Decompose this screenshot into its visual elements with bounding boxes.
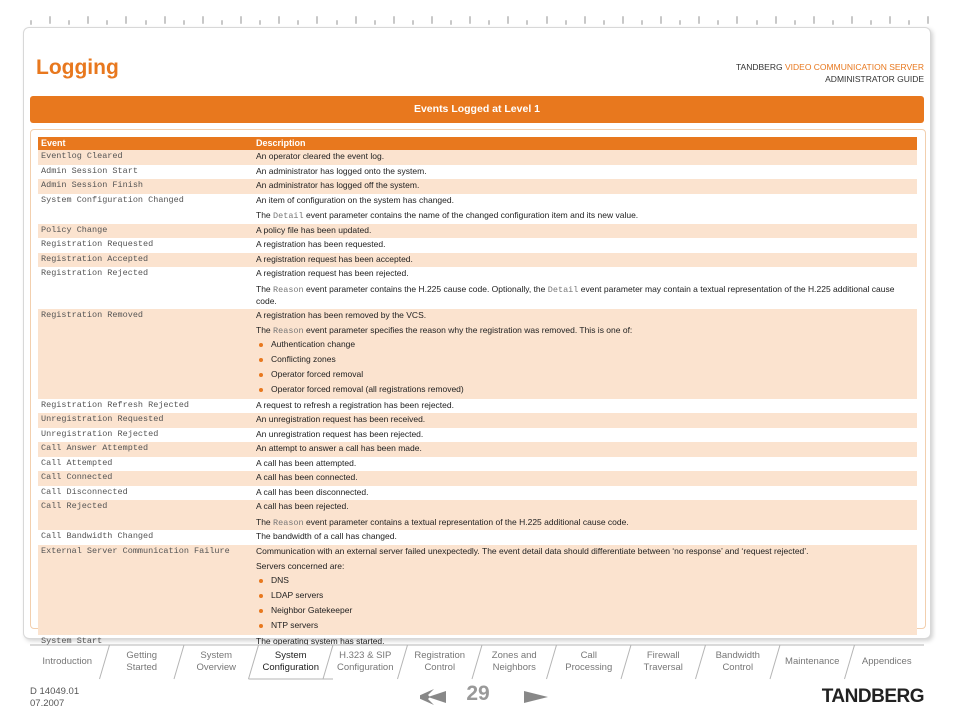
parameter-name: Detail (547, 284, 579, 295)
tandberg-logo: TANDBERG (821, 686, 924, 707)
next-page-arrow-icon[interactable] (524, 691, 548, 703)
note-text: The (256, 210, 274, 220)
page-title: Logging (36, 56, 119, 79)
bullet-icon (259, 343, 263, 347)
binder-hole (259, 20, 261, 25)
bullet-item (256, 574, 917, 589)
binder-hole (546, 16, 548, 24)
table-body (38, 150, 917, 649)
note-text: The (256, 516, 274, 527)
note-text: The (256, 325, 274, 335)
note-text: event parameter may contain a textual representation of the H.225 additional cause code. (256, 283, 895, 306)
binder-hole (832, 20, 834, 25)
description-text: A registration request has been rejected. (256, 268, 409, 278)
event-name: Registration Rejected (41, 268, 149, 278)
table-row (38, 500, 917, 530)
event-name: Registration Refresh Rejected (41, 399, 189, 410)
binder-hole (412, 20, 414, 25)
event-description (254, 457, 917, 472)
bullet-text: Operator forced removal (271, 369, 364, 380)
binder-hole (584, 16, 586, 24)
event-description (254, 399, 917, 414)
binder-hole (374, 20, 376, 25)
event-description (254, 165, 917, 180)
parameter-name: Reason (273, 284, 304, 295)
event-description (254, 150, 917, 165)
doc-date: 07.2007 (30, 698, 65, 709)
event-description (254, 530, 917, 545)
binder-hole (717, 20, 719, 25)
description-text: Communication with an external server failed unexpectedly. The event detail data should differentiate between ‘no response’ and ‘request rejected’. (256, 545, 809, 556)
events-table (38, 137, 917, 649)
table-row (38, 150, 917, 165)
bullet-icon (259, 358, 263, 362)
binder-hole (355, 16, 357, 24)
bullet-icon (259, 594, 263, 598)
binder-hole (106, 20, 108, 25)
description-text: An item of configuration on the system has changed. (256, 194, 454, 205)
event-name: Call Bandwidth Changed (41, 531, 154, 541)
tab-registration-control[interactable]: Registration Control (414, 650, 466, 673)
bullet-icon (259, 388, 263, 392)
description-text: A registration has been requested. (256, 239, 386, 249)
doc-number: D 14049.01 (30, 686, 80, 697)
binder-hole (622, 16, 624, 24)
parameter-note (256, 284, 917, 308)
binder-hole (393, 16, 395, 24)
event-name: Call Attempted (41, 457, 113, 468)
parameter-name: Detail (273, 211, 304, 221)
event-description (254, 309, 917, 399)
binder-hole (507, 16, 509, 24)
parameter-note (256, 517, 917, 530)
guide-name: ADMINISTRATOR GUIDE (825, 74, 924, 84)
event-description (254, 179, 917, 194)
description-text: A call has been rejected. (256, 501, 349, 511)
event-name: System Configuration Changed (41, 194, 184, 205)
event-description (254, 267, 917, 309)
bullet-icon (259, 624, 263, 628)
tab-system-configuration[interactable]: System Configuration (262, 650, 319, 673)
event-name: Call Rejected (41, 501, 108, 511)
binder-hole (813, 16, 815, 24)
table-row (38, 442, 917, 457)
bullet-text: Neighbor Gatekeeper (271, 605, 353, 616)
parameter-name: Reason (273, 517, 304, 528)
event-name: Admin Session Start (41, 165, 138, 176)
table-row (38, 165, 917, 180)
event-name: Call Connected (41, 472, 113, 482)
binder-hole (431, 16, 433, 24)
description-text: An attempt to answer a call has been made. (256, 443, 422, 453)
description-text: An unregistration request has been received. (256, 414, 426, 424)
binder-hole (125, 16, 127, 24)
note-text: event parameter contains the name of the changed configuration item and its new value. (303, 210, 639, 220)
binder-hole (278, 16, 280, 24)
bullet-item (256, 383, 917, 398)
description-text: A call has been connected. (256, 472, 358, 482)
bullet-text: NTP servers (271, 620, 319, 631)
parameter-name: Reason (273, 326, 304, 336)
tab-appendices[interactable]: Appendices (861, 656, 912, 667)
event-name: Unregistration Requested (41, 414, 164, 424)
tab-bandwidth-control[interactable]: Bandwidth Control (715, 650, 760, 673)
event-description (254, 486, 917, 501)
table-header (38, 137, 917, 150)
description-text: An unregistration request has been rejected. (256, 428, 424, 439)
binder-hole (775, 16, 777, 24)
bullet-item (256, 368, 917, 383)
event-description (254, 413, 917, 428)
note-text: event parameter contains the H.225 cause code. Optionally, the (303, 283, 548, 294)
bullet-text: Conflicting zones (271, 354, 336, 365)
tab-firewall-traversal[interactable]: Firewall Traversal (643, 650, 683, 673)
event-description (254, 500, 917, 530)
table-row (38, 413, 917, 428)
bullet-item (256, 619, 917, 634)
description-text: A policy file has been updated. (256, 224, 372, 235)
binder-hole (183, 20, 185, 25)
note-text: The (256, 283, 274, 294)
description-text: The operating system has started. (256, 635, 385, 646)
event-name: External Server Communication Failure (41, 545, 230, 556)
binder-hole (736, 16, 738, 24)
binder-hole (297, 20, 299, 25)
binder-hole (488, 20, 490, 25)
binder-hole (679, 20, 681, 25)
bullet-item (256, 589, 917, 604)
binder-hole (68, 20, 70, 25)
product-name: VIDEO COMMUNICATION SERVER (784, 62, 924, 72)
table-row (38, 545, 917, 635)
bullet-icon (259, 609, 263, 613)
table-row (38, 194, 917, 224)
bullet-text: DNS (271, 575, 289, 586)
description-text: A call has been attempted. (256, 457, 357, 468)
prev-page-arrow-body[interactable] (428, 691, 446, 703)
binder-hole (603, 20, 605, 25)
bullet-text: LDAP servers (271, 590, 324, 601)
note-text: event parameter contains a textual representation of the H.225 additional cause code. (303, 516, 629, 527)
event-description (254, 442, 917, 457)
event-name: Call Disconnected (41, 486, 128, 497)
description-text: Servers concerned are: (256, 561, 345, 571)
binder-hole (202, 16, 204, 24)
bullet-item (256, 604, 917, 619)
event-description (254, 545, 917, 635)
table-row (38, 530, 917, 545)
event-name: Call Answer Attempted (41, 443, 149, 453)
binder-hole (870, 20, 872, 25)
bullet-icon (259, 579, 263, 583)
bullet-item (256, 338, 917, 353)
tab-introduction[interactable]: Introduction (42, 656, 93, 667)
binder-hole (336, 20, 338, 25)
description-text: The bandwidth of a call has changed. (256, 531, 397, 541)
binder-hole (240, 16, 242, 24)
brand-name: TANDBERG (736, 62, 783, 72)
binder-hole (316, 16, 318, 24)
binder-hole (30, 20, 32, 25)
event-description (254, 253, 917, 268)
event-name: Registration Removed (41, 309, 144, 320)
brand-header (736, 61, 924, 85)
tab-maintenance[interactable]: Maintenance (785, 656, 840, 667)
table-row (38, 428, 917, 443)
binder-hole (469, 16, 471, 24)
bullet-text: Operator forced removal (all registrations removed) (271, 384, 464, 395)
bullet-icon (259, 373, 263, 377)
tab-getting-started[interactable]: Getting Started (126, 650, 158, 673)
description-text: An administrator has logged off the system. (256, 180, 420, 190)
table-row (38, 471, 917, 486)
binder-hole (164, 16, 166, 24)
event-description (254, 224, 917, 239)
parameter-note (256, 325, 917, 338)
binder-hole (660, 16, 662, 24)
description-text: A request to refresh a registration has been rejected. (256, 399, 454, 410)
binder-hole (756, 20, 758, 25)
table-row (38, 309, 917, 399)
event-description (254, 194, 917, 224)
event-description (254, 428, 917, 443)
event-name: Unregistration Rejected (41, 428, 159, 439)
event-name: Eventlog Cleared (41, 151, 123, 161)
binder-hole (641, 20, 643, 25)
tab-h-323-sip-configuration[interactable]: H.323 & SIP Configuration (336, 650, 394, 673)
table-row (38, 224, 917, 239)
binder-hole (851, 16, 853, 24)
binder-hole (87, 16, 89, 24)
binder-hole (450, 20, 452, 25)
description-text: An operator cleared the event log. (256, 151, 385, 161)
table-row (38, 253, 917, 268)
binder-hole (49, 16, 51, 24)
bullet-text: Authentication change (271, 339, 356, 350)
section-title-bar: Events Logged at Level 1 (30, 96, 924, 123)
event-name: System Start (41, 635, 103, 646)
doc-info (30, 686, 79, 710)
nav-tabs (30, 644, 924, 680)
event-description (254, 238, 917, 253)
parameter-note (256, 210, 917, 223)
bullet-item (256, 353, 917, 368)
event-name: Registration Requested (41, 239, 154, 249)
tab-system-overview[interactable]: System Overview (196, 650, 237, 673)
tab-zones-and-neighbors[interactable]: Zones and Neighbors (491, 650, 537, 673)
event-name: Policy Change (41, 224, 108, 235)
header-description: Description (256, 138, 306, 148)
header-event: Event (41, 138, 66, 148)
note-text: event parameter specifies the reason why the registration was removed. This is one of: (303, 325, 633, 335)
event-name: Registration Accepted (41, 253, 149, 264)
page-number: 29 (466, 682, 490, 705)
binder-hole (908, 20, 910, 25)
binder-hole (698, 16, 700, 24)
description-text: A registration request has been accepted. (256, 253, 413, 264)
table-row (38, 179, 917, 194)
table-row (38, 486, 917, 501)
event-description (254, 471, 917, 486)
binder-hole (145, 20, 147, 25)
binder-hole (526, 20, 528, 25)
description-text: A call has been disconnected. (256, 486, 369, 497)
binder-hole (927, 16, 929, 24)
binder-hole (221, 20, 223, 25)
binder-hole (794, 20, 796, 25)
binder-hole (889, 16, 891, 24)
event-name: Admin Session Finish (41, 180, 144, 190)
binder-hole (565, 20, 567, 25)
tab-call-processing[interactable]: Call Processing (565, 650, 613, 673)
table-row (38, 457, 917, 472)
description-text: An administrator has logged onto the system. (256, 165, 427, 176)
table-row (38, 267, 917, 309)
table-row (38, 399, 917, 414)
description-text: A registration has been removed by the VCS. (256, 309, 427, 320)
table-row (38, 238, 917, 253)
